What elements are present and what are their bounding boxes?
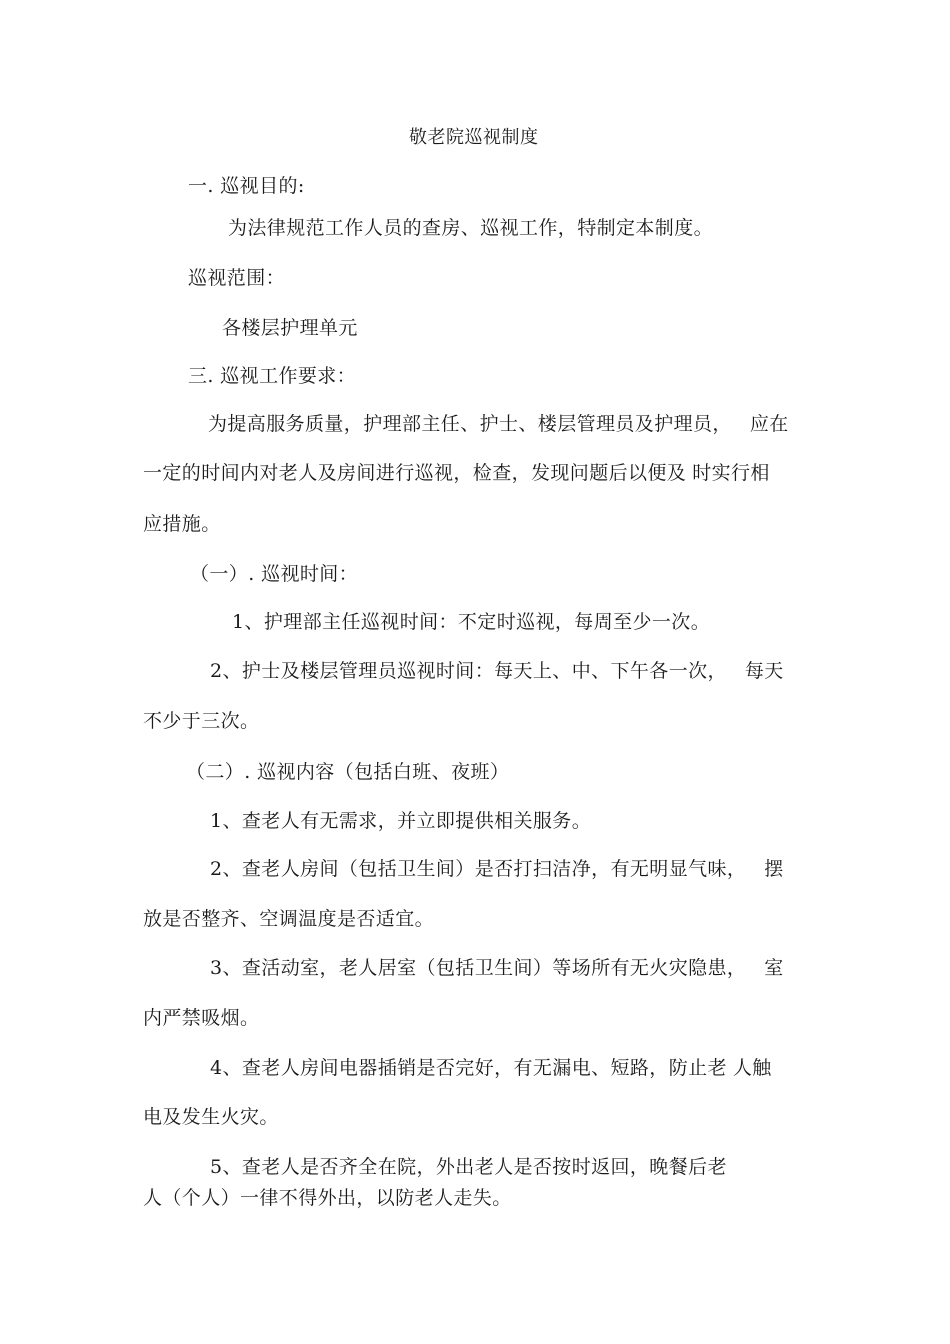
requirements-heading: 三. 巡视工作要求： <box>188 365 357 387</box>
time-heading: （一）. 巡视时间： <box>190 563 359 585</box>
content-item-4-line-2: 电及发生火灾。 <box>143 1106 279 1128</box>
time-item-2-part: 每天 <box>744 660 784 682</box>
requirements-paragraph-line-1 <box>208 412 789 436</box>
time-item-1: 1、护理部主任巡视时间：不定时巡视，每周至少一次。 <box>232 611 711 633</box>
scope-heading: 巡视范围： <box>188 267 286 289</box>
content-item-5-line-1: 5、查老人是否齐全在院，外出老人是否按时返回，晚餐后老 <box>210 1156 727 1178</box>
content-item-3-part: 3、查活动室，老人居室（包括卫生间）等场所有无火灾隐患， <box>210 957 747 979</box>
content-item-4-line-1 <box>210 1056 772 1080</box>
requirements-paragraph-line-3: 应措施。 <box>143 513 221 535</box>
content-item-2-part: 2、查老人房间（包括卫生间）是否打扫洁净，有无明显气味， <box>210 858 747 880</box>
requirements-text-part: 一定的时间内对老人及房间进行巡视，检查，发现问题后以便及 <box>143 462 687 484</box>
purpose-text: 为法律规范工作人员的查房、巡视工作，特制定本制度。 <box>228 217 714 239</box>
requirements-text-part: 应在 <box>749 413 789 435</box>
purpose-heading: 一. 巡视目的: <box>188 175 305 197</box>
content-heading: （二）. 巡视内容（包括白班、夜班） <box>186 761 510 783</box>
content-item-4-part: 人触 <box>732 1057 772 1079</box>
content-item-3-line-1 <box>210 956 784 980</box>
time-item-2-part: 2、护士及楼层管理员巡视时间：每天上、中、下午各一次， <box>210 660 727 682</box>
content-item-3-part: 室 <box>764 957 784 979</box>
requirements-text-part: 时实行相 <box>692 462 770 484</box>
content-item-2-part: 摆 <box>764 858 784 880</box>
content-item-2-line-1 <box>210 857 784 881</box>
content-item-3-line-2: 内严禁吸烟。 <box>143 1007 260 1029</box>
requirements-paragraph-line-2 <box>143 461 770 485</box>
document-title: 敬老院巡视制度 <box>409 127 539 148</box>
time-item-2-line-2: 不少于三次。 <box>143 710 260 732</box>
scope-text: 各楼层护理单元 <box>222 317 358 339</box>
content-item-1: 1、查老人有无需求，并立即提供相关服务。 <box>210 810 592 832</box>
time-item-2-line-1 <box>210 659 784 683</box>
requirements-text-part: 为提高服务质量，护理部主任、护士、楼层管理员及护理员， <box>208 413 732 435</box>
content-item-4-part: 4、查老人房间电器插销是否完好，有无漏电、短路，防止老 <box>210 1057 727 1079</box>
content-item-5-line-2: 人（个人）一律不得外出，以防老人走失。 <box>143 1187 512 1209</box>
content-item-2-line-2: 放是否整齐、空调温度是否适宜。 <box>143 908 435 930</box>
